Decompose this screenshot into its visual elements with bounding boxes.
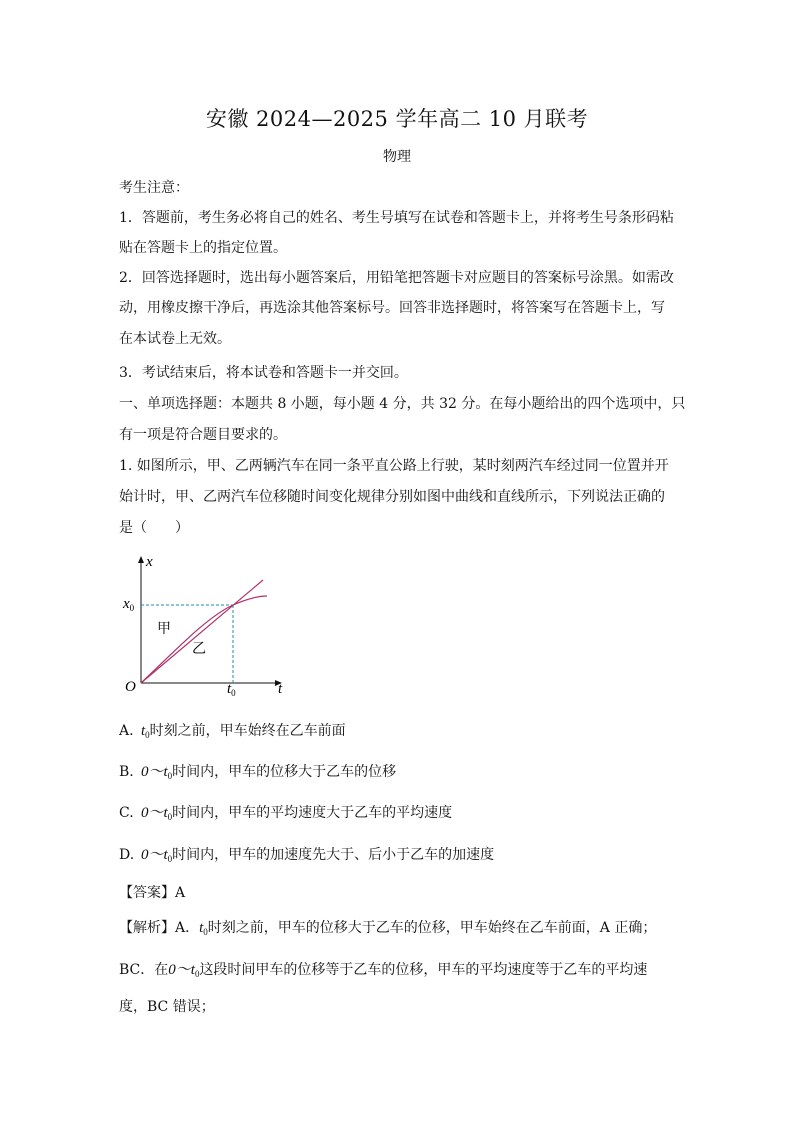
notice-item-1-line-1: 1．答题前，考生务必将自己的姓名、考生号填写在试卷和答题卡上，并将考生号条形码粘 <box>119 210 674 226</box>
x0-label: $x_0$ <box>123 596 135 613</box>
t-axis-label: t <box>278 681 283 697</box>
origin-label: O <box>125 679 136 695</box>
notice-item-2-line-2: 动，用橡皮擦干净后，再选涂其他答案标号。回答非选择题时，将答案写在答题卡上，写 <box>119 300 665 316</box>
analysis-line-3: 度，BC 错误； <box>119 999 215 1015</box>
option-c[interactable]: C. $0\sim t_0$时间内，甲车的平均速度大于乙车的平均速度 <box>119 805 453 822</box>
option-a[interactable]: A. $t_0$时刻之前，甲车始终在乙车前面 <box>119 723 346 740</box>
notice-heading: 考生注意： <box>119 180 189 196</box>
option-b[interactable]: B. $0\sim t_0$时间内，甲车的位移大于乙车的位移 <box>119 764 397 781</box>
x-axis-label: x <box>146 554 153 570</box>
notice-item-1-line-2: 贴在答题卡上的指定位置。 <box>119 240 287 256</box>
answer-label: 【答案】A <box>119 885 186 901</box>
t0-label: $t_0$ <box>227 681 236 698</box>
subject-label: 物理 <box>383 149 411 165</box>
curve-jia <box>141 596 267 683</box>
notice-item-2-line-3: 在本试卷上无效。 <box>119 331 231 347</box>
page-title: 安徽 2024—2025 学年高二 10 月联考 <box>205 107 589 131</box>
analysis-line-2: BC．在$0\sim t_0$这段时间甲车的位移等于乙车的位移，甲车的平均速度等于乙车的平均速 <box>119 962 648 979</box>
question-1-stem-line-3: 是（ ） <box>119 520 189 536</box>
question-1-stem-line-2: 始计时，甲、乙两汽车位移随时间变化规律分别如图中曲线和直线所示，下列说法正确的 <box>119 489 665 505</box>
xt-graph-figure <box>115 545 305 700</box>
question-1-stem-line-1: 1. 如图所示，甲、乙两辆汽车在同一条平直公路上行驶，某时刻两汽车经过同一位置并开 <box>119 458 669 474</box>
analysis-line-1: 【解析】A．$t_0$时刻之前，甲车的位移大于乙车的位移，甲车始终在乙车前面，A 正确； <box>119 920 657 937</box>
label-yi: 乙 <box>192 642 206 657</box>
notice-item-3: 3．考试结束后，将本试卷和答题卡一并交回。 <box>119 365 408 381</box>
label-jia: 甲 <box>157 622 171 637</box>
option-d[interactable]: D. $0\sim t_0$时间内，甲车的加速度先大于、后小于乙车的加速度 <box>119 847 495 864</box>
section-heading-line-1: 一、单项选择题：本题共 8 小题，每小题 4 分，共 32 分。在每小题给出的四个选项中，只 <box>119 396 686 412</box>
notice-item-2-line-1: 2．回答选择题时，选出每小题答案后，用铅笔把答题卡对应题目的答案标号涂黑。如需改 <box>119 270 674 286</box>
section-heading-line-2: 有一项是符合题目要求的。 <box>119 427 287 443</box>
